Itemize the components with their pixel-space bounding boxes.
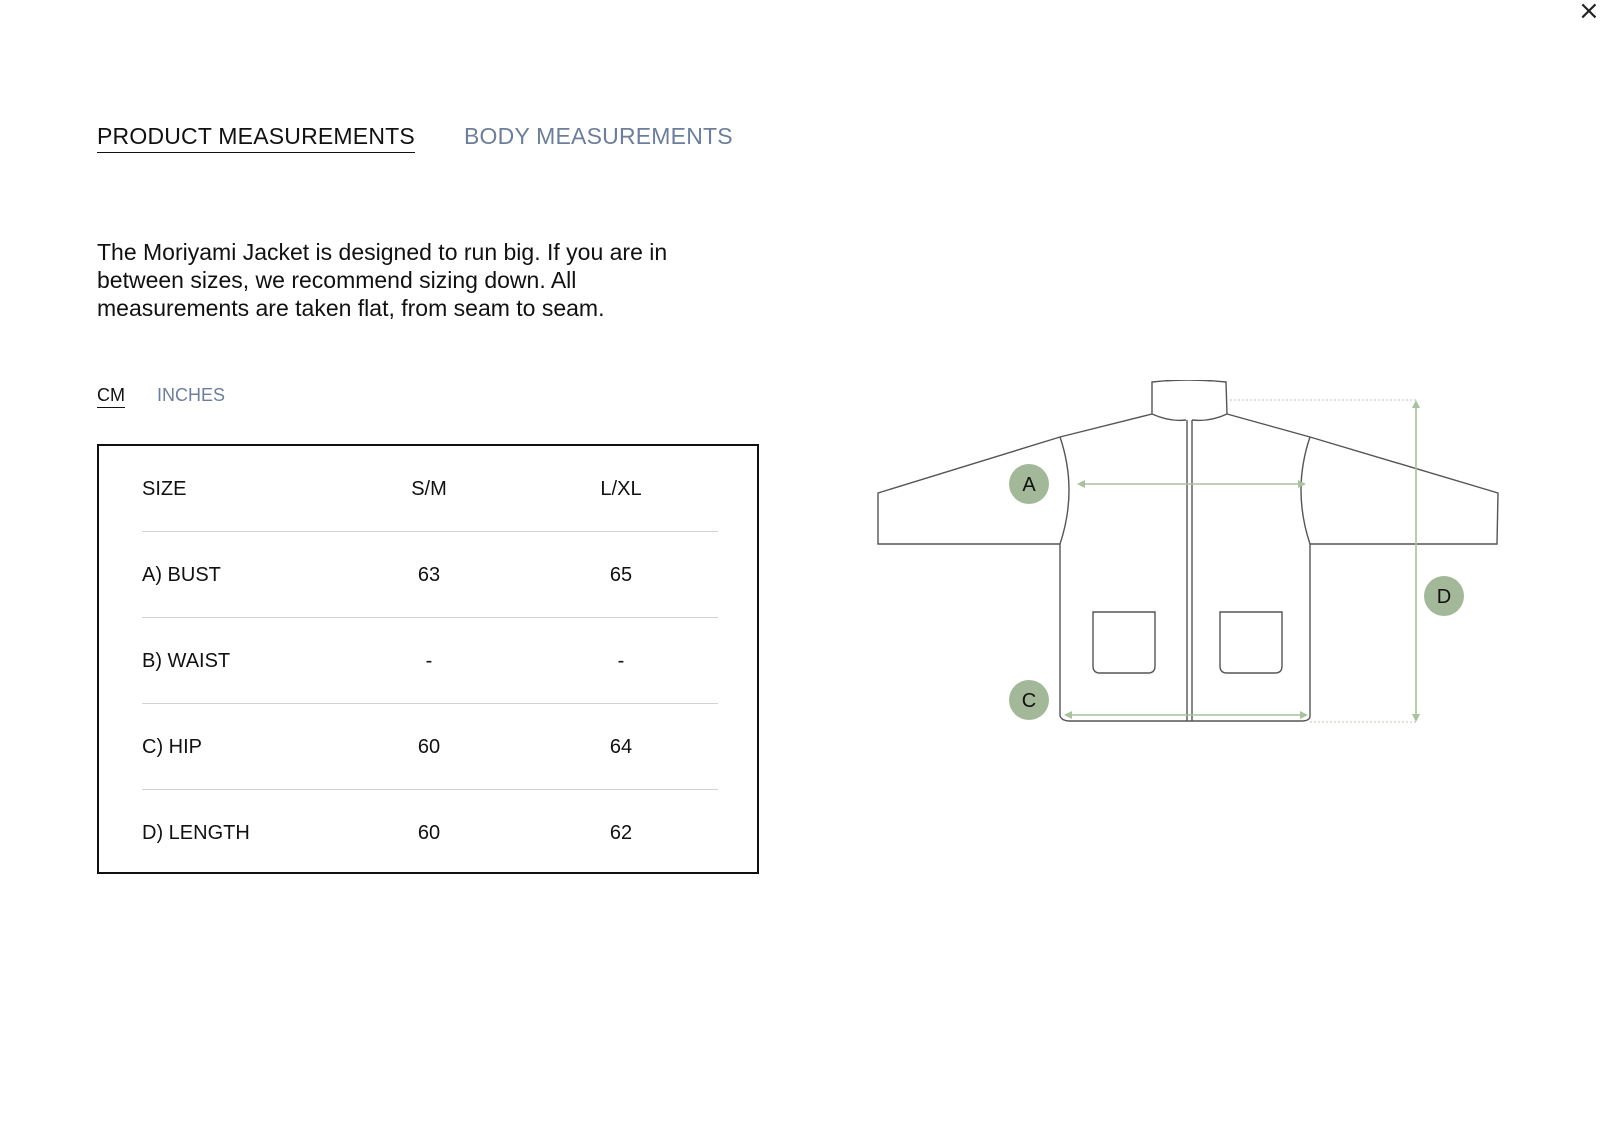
right-sleeve <box>1227 414 1498 544</box>
unit-cm[interactable]: CM <box>97 383 125 408</box>
table-row <box>142 704 718 790</box>
close-icon: × <box>1578 0 1600 26</box>
header-sm: S/M <box>411 478 447 500</box>
table-row <box>142 790 718 876</box>
header-size: SIZE <box>142 478 187 500</box>
marker-a <box>1009 464 1049 504</box>
marker-c <box>1009 680 1049 720</box>
table-header-row <box>142 446 718 532</box>
marker-d-label: D <box>1436 586 1452 608</box>
left-pocket <box>1093 612 1155 673</box>
size-table <box>97 444 759 874</box>
unit-inches[interactable]: INCHES <box>157 385 226 405</box>
table-row <box>142 532 718 618</box>
jacket-body <box>1060 544 1310 721</box>
row-label: D) LENGTH <box>142 822 250 844</box>
left-armhole <box>1060 437 1069 544</box>
row-value-lxl: 65 <box>609 564 633 586</box>
row-value-lxl: 64 <box>609 736 633 758</box>
collar-shape <box>1152 380 1227 414</box>
row-value-sm: 63 <box>417 564 441 586</box>
row-label: B) WAIST <box>142 650 231 672</box>
row-value-lxl: - <box>617 650 625 672</box>
header-lxl: L/XL <box>600 478 642 500</box>
zipper-line <box>1187 420 1192 721</box>
tab-product-measurements[interactable]: PRODUCT MEASUREMENTS <box>97 120 415 153</box>
row-label: A) BUST <box>142 564 221 586</box>
right-armhole <box>1301 437 1310 544</box>
jacket-diagram <box>870 380 1510 740</box>
row-value-lxl: 62 <box>609 822 633 844</box>
jacket-illustration <box>870 380 1510 740</box>
row-value-sm: - <box>425 650 433 672</box>
size-description: The Moriyami Jacket is designed to run big. If you are in between sizes, we recommend sizing down. All measurements are taken flat, from seam to seam. <box>97 239 668 321</box>
marker-d <box>1424 576 1464 616</box>
marker-c-label: C <box>1021 690 1037 712</box>
row-label: C) HIP <box>142 736 202 758</box>
marker-a-label: A <box>1022 474 1036 496</box>
tab-body-measurements[interactable]: BODY MEASUREMENTS <box>464 123 733 149</box>
right-pocket <box>1220 612 1282 673</box>
close-button[interactable] <box>1578 0 1600 24</box>
row-value-sm: 60 <box>417 736 441 758</box>
jacket-outline <box>878 380 1498 721</box>
table-row <box>142 618 718 704</box>
row-value-sm: 60 <box>417 822 441 844</box>
collar-front <box>1152 414 1227 420</box>
